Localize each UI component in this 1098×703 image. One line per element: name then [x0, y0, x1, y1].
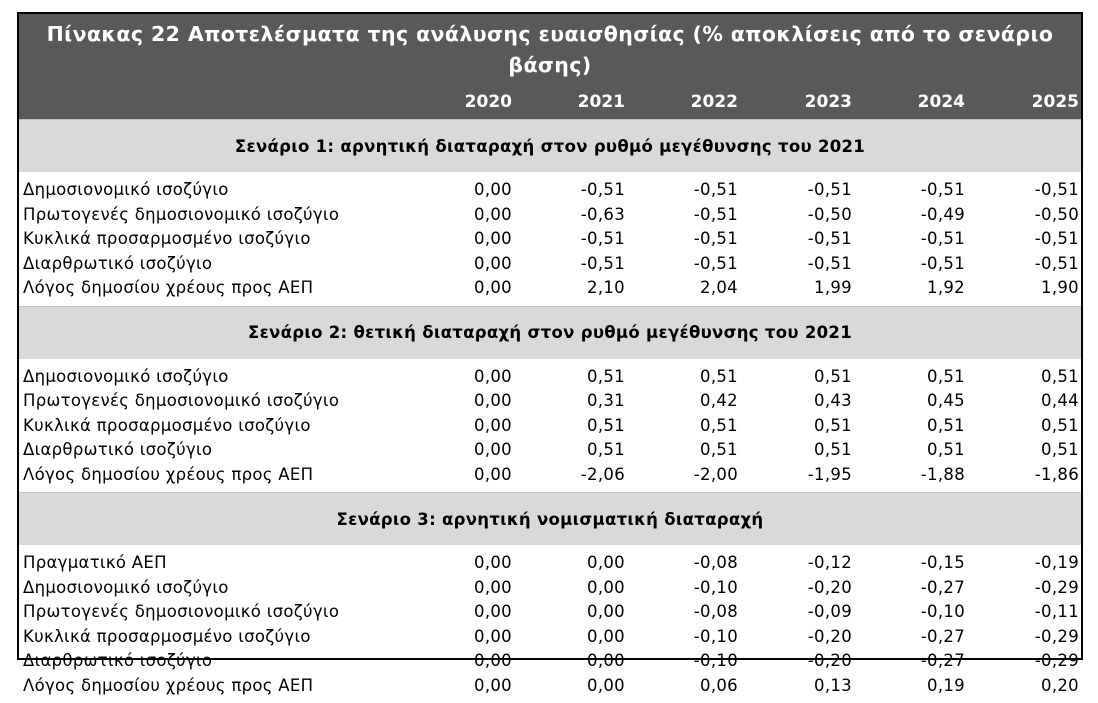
row-value: 0,51: [927, 415, 965, 435]
row-value: -0,51: [1034, 180, 1079, 199]
row-value: 0,00: [474, 626, 512, 646]
row-value: 0,51: [1041, 366, 1079, 386]
row-value: 0,44: [1041, 391, 1079, 410]
row-value: 0,51: [587, 366, 625, 386]
row-label: Δημοσιονομικό ισοζύγιο: [23, 577, 229, 597]
row-value: 0,42: [700, 391, 738, 410]
row-value: -0,51: [807, 229, 852, 248]
row-value: 0,20: [1041, 675, 1079, 695]
row-value: -0,51: [1034, 253, 1079, 273]
row-value: 0,51: [1041, 415, 1079, 435]
row-value: 0,00: [474, 180, 512, 199]
scenario-2-heading: Σενάριο 2: θετική διαταραχή στον ρυθμό μεγέθυνσης του 2021: [19, 306, 1081, 359]
row-value: -0,51: [580, 253, 625, 273]
row-label: Λόγος δημοσίου χρέους προς ΑΕΠ: [23, 278, 314, 297]
row-value: 0,00: [474, 602, 512, 621]
row-label: Λόγος δημοσίου χρέους προς ΑΕΠ: [23, 464, 314, 484]
row-label: Πραγματικό ΑΕΠ: [23, 553, 167, 572]
row-value: 0,00: [474, 229, 512, 248]
row-value: 0,31: [587, 391, 625, 410]
row-value: -0,27: [920, 577, 965, 597]
year-header: 2021: [577, 92, 625, 112]
row-value: -0,51: [580, 180, 625, 199]
row-value: -0,51: [693, 229, 738, 248]
row-value: 0,51: [1041, 440, 1079, 459]
row-value: -0,29: [1034, 577, 1079, 597]
year-header: 2020: [464, 92, 512, 112]
row-value: -0,10: [693, 626, 738, 646]
row-label: Λόγος δημοσίου χρέους προς ΑΕΠ: [23, 675, 314, 695]
row-value: -0,09: [807, 602, 852, 621]
row-value: 0,00: [474, 391, 512, 410]
row-value: 0,51: [814, 440, 852, 459]
row-value: -0,10: [693, 651, 738, 670]
year-header: 2023: [804, 92, 852, 112]
table-row: [19, 389, 1081, 414]
row-value: -0,51: [580, 229, 625, 248]
row-value: -0,20: [807, 626, 852, 646]
row-value: -0,50: [1034, 204, 1079, 224]
year-header: 2022: [690, 92, 738, 112]
year-header: 2024: [917, 92, 965, 112]
row-label: Κυκλικά προσαρμοσμένο ισοζύγιο: [23, 229, 311, 248]
row-value: -0,51: [920, 229, 965, 248]
row-value: -0,51: [693, 253, 738, 273]
row-value: -0,51: [807, 253, 852, 273]
row-value: 0,00: [474, 577, 512, 597]
table-row: [19, 178, 1081, 203]
row-value: -0,20: [807, 577, 852, 597]
row-value: 0,00: [474, 464, 512, 484]
row-value: 0,00: [474, 415, 512, 435]
row-value: 0,00: [587, 553, 625, 572]
row-value: 0,00: [587, 651, 625, 670]
row-value: 0,00: [474, 651, 512, 670]
row-value: 1,90: [1041, 278, 1079, 297]
row-value: -1,86: [1034, 464, 1079, 484]
row-value: 0,43: [814, 391, 852, 410]
row-value: -0,51: [693, 180, 738, 199]
row-value: 1,99: [814, 278, 852, 297]
row-label: Δημοσιονομικό ισοζύγιο: [23, 366, 229, 386]
row-value: 0,51: [927, 440, 965, 459]
row-label: Κυκλικά προσαρμοσμένο ισοζύγιο: [23, 626, 311, 646]
row-value: -0,51: [807, 180, 852, 199]
row-value: 0,00: [587, 602, 625, 621]
table-row: [19, 276, 1081, 301]
sensitivity-table: [17, 12, 1083, 695]
row-value: -0,20: [807, 651, 852, 670]
row-value: -0,51: [920, 253, 965, 273]
scenario-2-rows: [19, 359, 1081, 493]
row-value: -0,51: [1034, 229, 1079, 248]
row-value: -0,50: [807, 204, 852, 224]
row-label: Κυκλικά προσαρμοσμένο ισοζύγιο: [23, 415, 311, 435]
row-label: Δημοσιονομικό ισοζύγιο: [23, 180, 229, 199]
row-label: Διαρθρωτικό ισοζύγιο: [23, 253, 213, 273]
scenario-3-rows: [19, 545, 1081, 703]
row-value: 0,51: [700, 415, 738, 435]
table-row: [19, 551, 1081, 576]
table-row: [19, 463, 1081, 488]
row-value: 2,04: [700, 278, 738, 297]
row-value: 0,51: [587, 440, 625, 459]
row-label: Πρωτογενές δημοσιονομικό ισοζύγιο: [23, 391, 340, 410]
row-value: -0,15: [920, 553, 965, 572]
scenario-1-rows: [19, 172, 1081, 306]
row-value: -0,19: [1034, 553, 1079, 572]
row-value: -0,27: [920, 626, 965, 646]
table-row: [19, 252, 1081, 277]
row-label: Διαρθρωτικό ισοζύγιο: [23, 651, 213, 670]
table-row: [19, 414, 1081, 439]
row-value: 0,19: [927, 675, 965, 695]
row-value: -0,51: [920, 180, 965, 199]
row-value: -0,63: [580, 204, 625, 224]
row-value: -2,06: [580, 464, 625, 484]
table-row: [19, 203, 1081, 228]
table-title: Πίνακας 22 Αποτελέσματα της ανάλυσης ευαισθησίας (% αποκλίσεις από το σενάριο βάσης): [46, 22, 1054, 77]
row-value: -0,10: [920, 602, 965, 621]
row-value: 0,51: [814, 366, 852, 386]
row-value: -0,49: [920, 204, 965, 224]
row-value: -1,88: [920, 464, 965, 484]
row-value: 0,00: [474, 440, 512, 459]
row-value: 0,51: [814, 415, 852, 435]
row-value: 0,00: [474, 253, 512, 273]
year-header-row: [19, 88, 1081, 116]
year-header: 2025: [1031, 92, 1079, 112]
scenario-3-heading: Σενάριο 3: αρνητική νομισματική διαταραχή: [19, 492, 1081, 545]
row-value: 1,92: [927, 278, 965, 297]
row-value: 0,51: [927, 366, 965, 386]
row-value: -0,29: [1034, 651, 1079, 670]
row-value: 0,06: [700, 675, 738, 695]
row-value: -0,08: [693, 553, 738, 572]
row-value: 0,00: [474, 675, 512, 695]
table-row: [19, 649, 1081, 674]
row-value: 0,00: [587, 675, 625, 695]
row-value: -0,11: [1034, 602, 1079, 621]
row-value: 0,45: [927, 391, 965, 410]
row-value: 0,00: [587, 626, 625, 646]
table-row: [19, 227, 1081, 252]
table-row: [19, 600, 1081, 625]
row-value: 0,00: [474, 366, 512, 386]
table-row: [19, 625, 1081, 650]
row-value: -2,00: [693, 464, 738, 484]
row-value: 0,51: [700, 366, 738, 386]
row-value: 0,00: [474, 204, 512, 224]
row-value: -0,08: [693, 602, 738, 621]
table-row: [19, 576, 1081, 601]
row-value: -0,29: [1034, 626, 1079, 646]
row-label: Πρωτογενές δημοσιονομικό ισοζύγιο: [23, 602, 340, 621]
row-label: Διαρθρωτικό ισοζύγιο: [23, 440, 213, 459]
row-value: 0,13: [814, 675, 852, 695]
row-value: -0,12: [807, 553, 852, 572]
row-value: 0,00: [474, 278, 512, 297]
row-value: 0,51: [587, 415, 625, 435]
row-value: -0,51: [693, 204, 738, 224]
scenario-1-heading: Σενάριο 1: αρνητική διαταραχή στον ρυθμό μεγέθυνσης του 2021: [19, 119, 1081, 172]
table-header: [19, 14, 1081, 119]
table-row: [19, 365, 1081, 390]
row-value: 0,00: [587, 577, 625, 597]
row-label: Πρωτογενές δημοσιονομικό ισοζύγιο: [23, 204, 340, 224]
row-value: -0,10: [693, 577, 738, 597]
row-value: 2,10: [587, 278, 625, 297]
row-value: 0,00: [474, 553, 512, 572]
row-value: 0,51: [700, 440, 738, 459]
row-value: -0,27: [920, 651, 965, 670]
table-row: [19, 438, 1081, 463]
table-row: [19, 674, 1081, 699]
row-value: -1,95: [807, 464, 852, 484]
